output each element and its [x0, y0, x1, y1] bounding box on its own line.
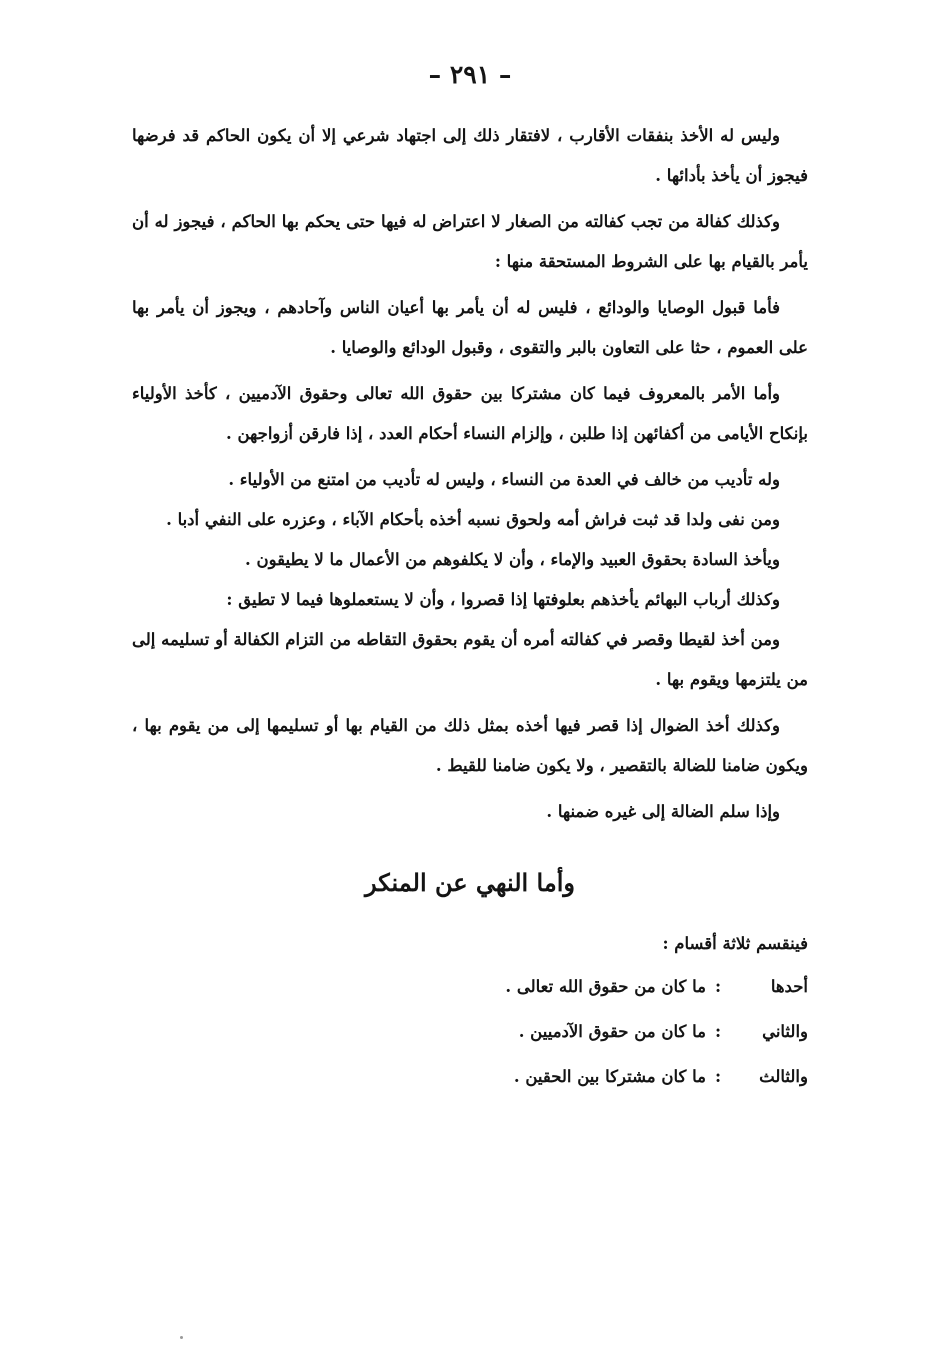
paragraph-nafaqat: وليس له الأخذ بنفقات الأقارب ، لافتقار ذلك إلى اجتهاد شرعي إلا أن يكون الحاكم قد فرضها فيجوز أن يأخذ بأدائها .	[132, 126, 808, 185]
paragraph-tadib: وله تأديب من خالف في العدة من النساء ، وليس له تأديب من امتنع من الأولياء .	[228, 470, 780, 489]
paragraph-bahaim: وكذلك أرباب البهائم يأخذهم بعلوفتها إذا قصروا ، وأن لا يستعملوها فيما لا تطيق :	[226, 590, 780, 609]
division-colon: :	[714, 977, 722, 996]
division-label: والثالث	[759, 1067, 808, 1086]
division-colon: :	[714, 1067, 722, 1086]
division-text: ما كان مشتركا بين الحقين .	[513, 1067, 706, 1086]
paragraph-dawal: وكذلك أخذ الضوال إذا قصر فيها أخذه بمثل ذلك من القيام بها أو تسليمها إلى من يقوم بها ، ويكون ضامنا للضالة بالتقصير ، ولا يكون ضامنا للقيط .	[132, 716, 808, 775]
paragraph-amr-bil-maruf: وأما الأمر بالمعروف فيما كان مشتركا بين حقوق الله تعالى وحقوق الآدميين ، كأخذ الأولياء بإنكاح الأيامى من أكفائهن إذا طلبن ، وإلزام النساء أحكام العدد ، إذا فارقن أزواجهن .	[132, 384, 808, 443]
paragraph-daalla: وإذا سلم الضالة إلى غيره ضمنها .	[546, 802, 780, 821]
paragraph-kafala: وكذلك كفالة من تجب كفالته من الصغار لا اعتراض له فيها حتى يحكم بها الحاكم ، فيجوز له أن يأمر بالقيام بها على الشروط المستحقة منها :	[132, 212, 808, 271]
division-intro: فينقسم ثلاثة أقسام :	[662, 934, 808, 953]
division-label: والثاني	[762, 1022, 808, 1041]
page-number: – ٢٩١ –	[428, 60, 512, 89]
section-heading: وأما النهي عن المنكر	[365, 868, 575, 897]
division-item	[132, 1054, 808, 1099]
division-text: ما كان من حقوق الآدميين .	[518, 1022, 706, 1041]
division-item	[132, 964, 808, 1009]
paragraph-nafy-walad: ومن نفى ولدا قد ثبت فراش أمه ولحوق نسبه أخذه بأحكام الآباء ، وعزره على النفي أدبا .	[166, 510, 780, 529]
division-list	[132, 964, 808, 1099]
division-label: أحدها	[770, 977, 808, 996]
page-body	[132, 116, 808, 1099]
paragraph-sada: ويأخذ السادة بحقوق العبيد والإماء ، وأن لا يكلفوهم من الأعمال ما لا يطيقون .	[245, 550, 780, 569]
paragraph-laqit: ومن أخذ لقيطا وقصر في كفالته أمره أن يقوم بحقوق التقاطه من التزام الكفالة أو تسليمه إلى من يلتزمها ويقوم بها .	[132, 630, 808, 689]
paragraph-wasaya: فأما قبول الوصايا والودائع ، فليس له أن يأمر بها أعيان الناس وآحادهم ، ويجوز أن يأمر بها على العموم ، حثا على التعاون بالبر والتقوى ، وقبول الودائع والوصايا .	[132, 298, 808, 357]
division-colon: :	[714, 1022, 722, 1041]
scan-speck	[180, 1336, 183, 1339]
division-text: ما كان من حقوق الله تعالى .	[505, 977, 706, 996]
division-item	[132, 1009, 808, 1054]
